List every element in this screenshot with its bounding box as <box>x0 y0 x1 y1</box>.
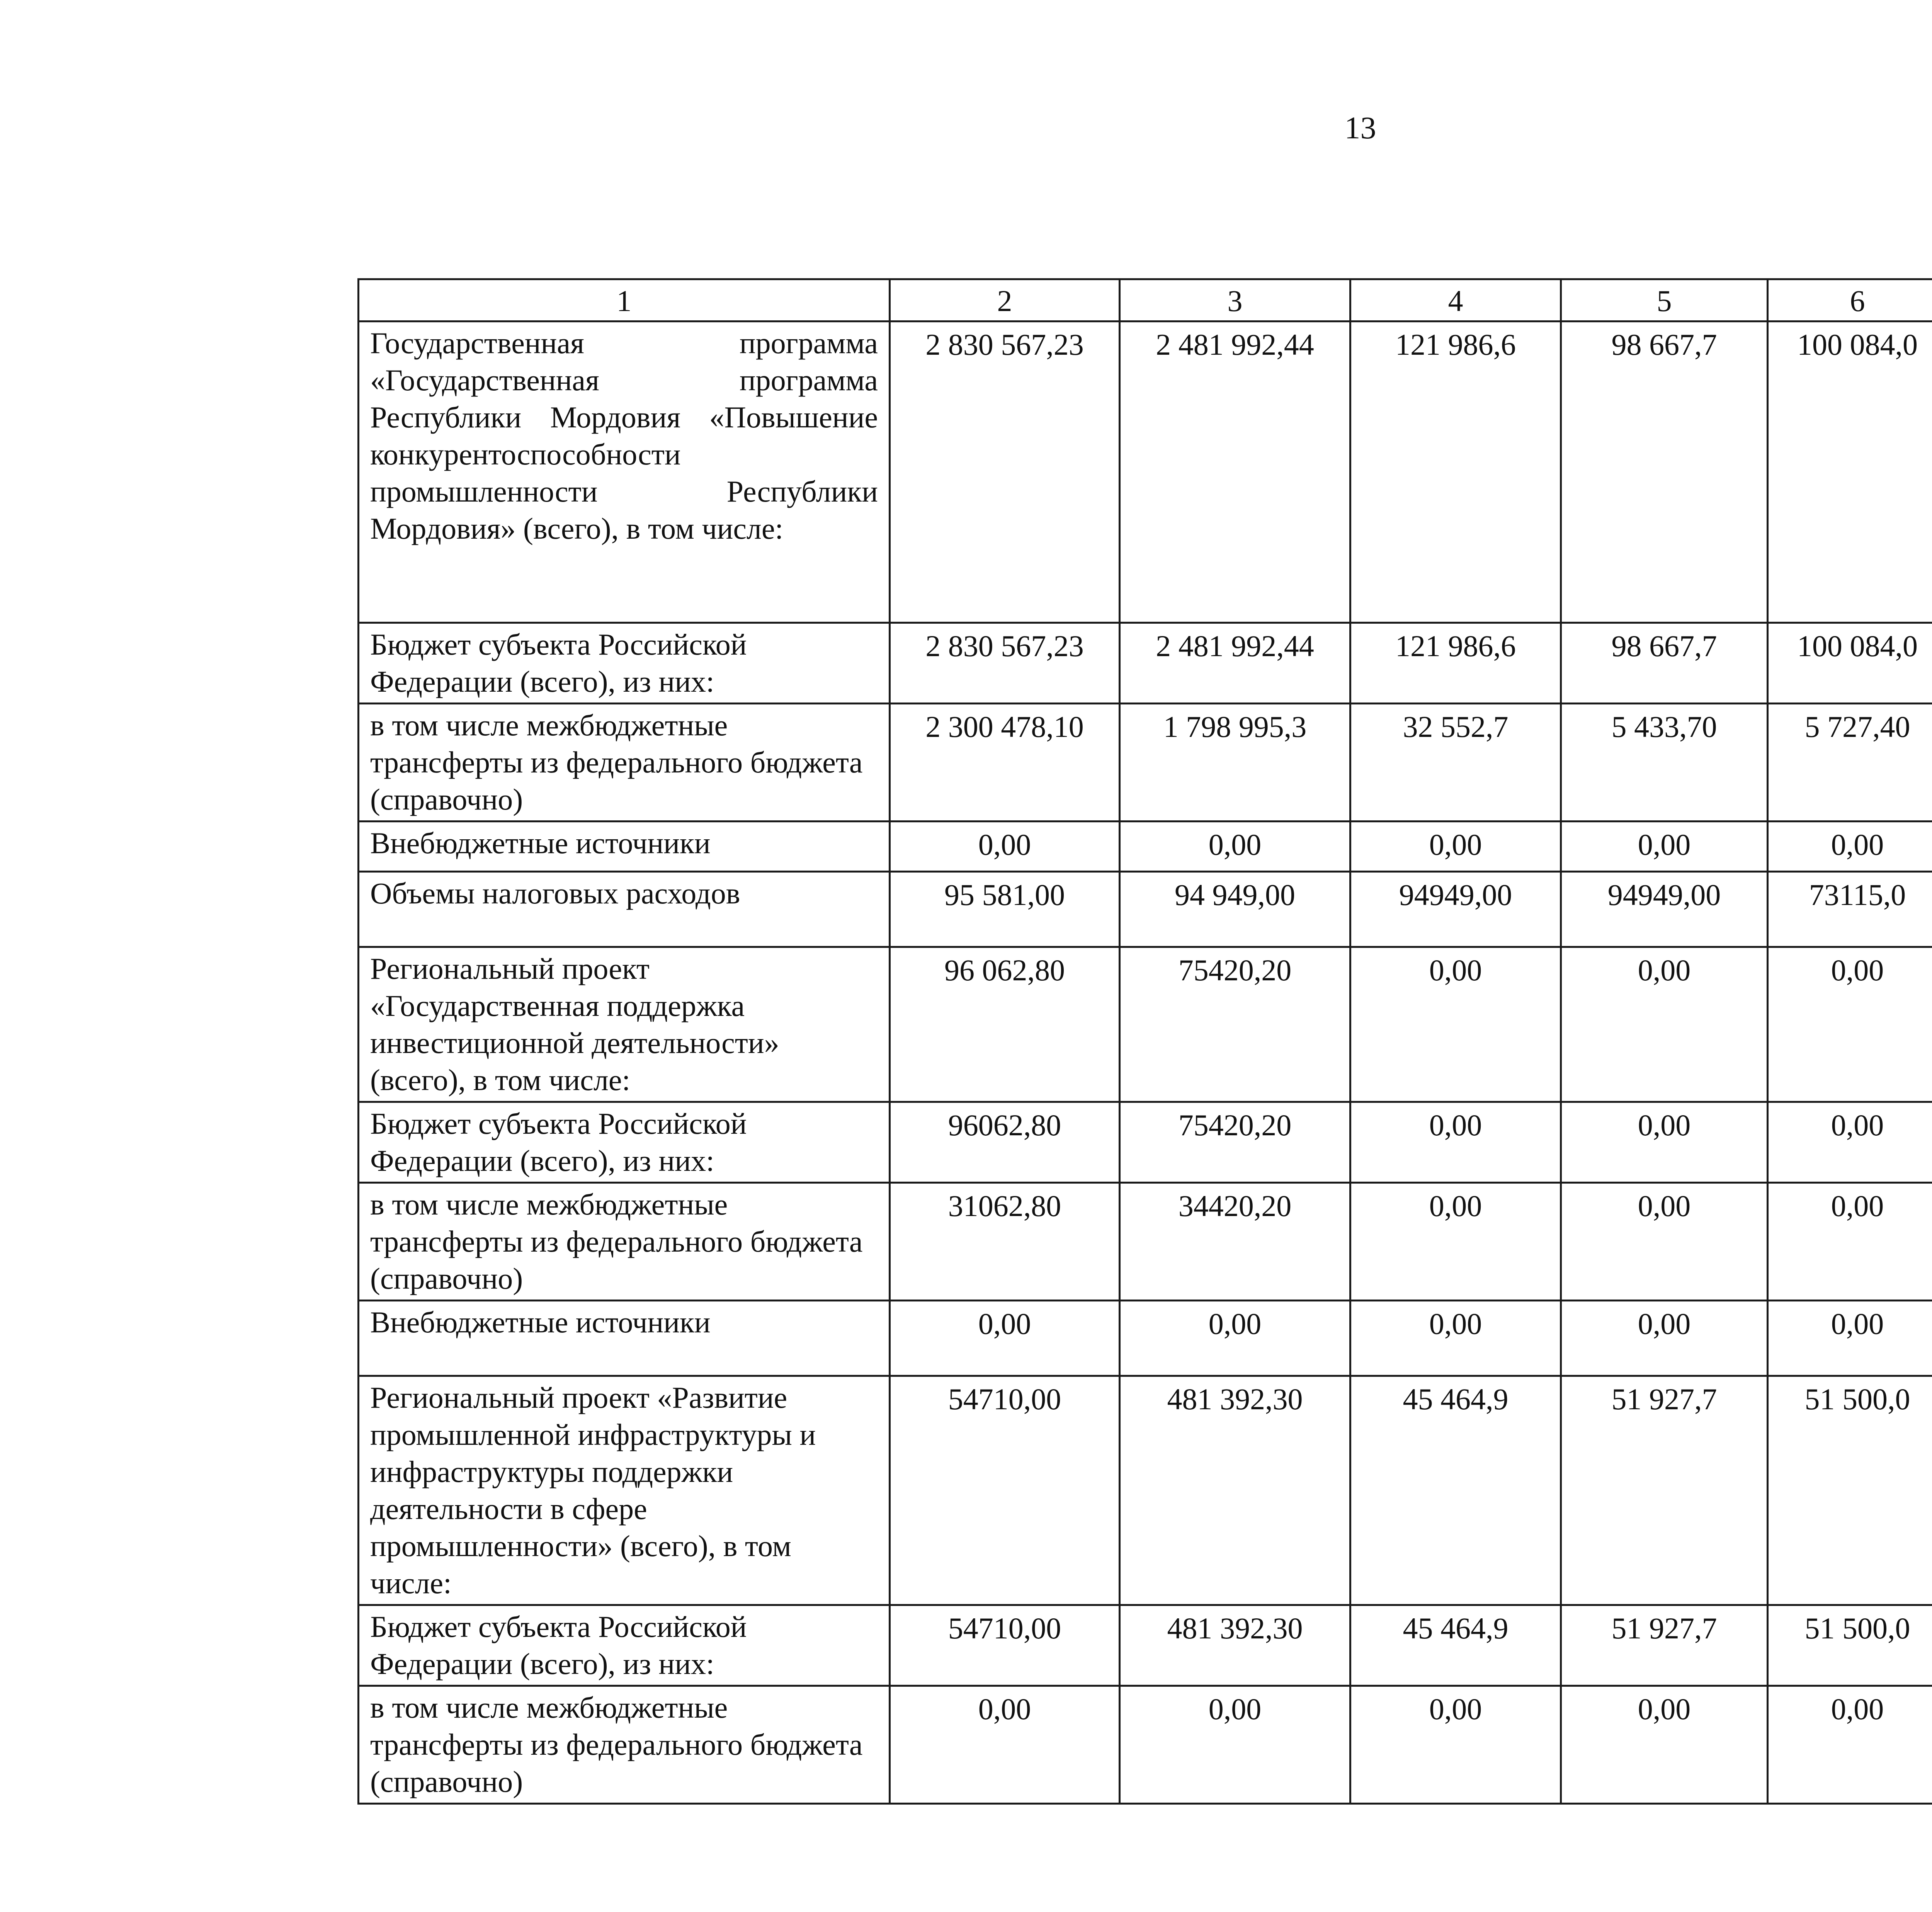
table-cell: 75420,20 <box>1120 1102 1350 1183</box>
budget-table <box>357 278 1932 1805</box>
table-cell: 96 062,80 <box>890 947 1120 1102</box>
table-cell: 51 500,0 <box>1768 1376 1932 1605</box>
table-cell: 51 927,7 <box>1561 1376 1768 1605</box>
table-cell: 2 830 567,23 <box>890 623 1120 704</box>
column-header: 2 <box>890 279 1120 322</box>
table-cell: 73115,0 <box>1768 872 1932 947</box>
column-header: 6 <box>1768 279 1932 322</box>
table-cell: 0,00 <box>1768 1102 1932 1183</box>
table-cell: 0,00 <box>1120 1686 1350 1804</box>
table-cell: 2 830 567,23 <box>890 322 1120 623</box>
row-label: в том числе межбюджетные трансферты из федерального бюджета (справочно) <box>359 1686 890 1804</box>
table-row <box>359 704 1932 822</box>
table-cell: 2 300 478,10 <box>890 704 1120 822</box>
row-label: Государственная программа «Государственная программа Республики Мордовия «Повышение конкурентоспособности промышленности Республики Мордовия» (всего), в том числе: <box>359 322 890 623</box>
table-cell: 32 552,7 <box>1350 704 1561 822</box>
table-cell: 94949,00 <box>1350 872 1561 947</box>
table-cell: 481 392,30 <box>1120 1605 1350 1686</box>
table-row <box>359 1376 1932 1605</box>
table-cell: 100 084,0 <box>1768 322 1932 623</box>
table-cell: 0,00 <box>1350 1102 1561 1183</box>
table-cell: 94 949,00 <box>1120 872 1350 947</box>
table-cell: 95 581,00 <box>890 872 1120 947</box>
table-cell: 34420,20 <box>1120 1183 1350 1301</box>
table-row <box>359 1686 1932 1804</box>
column-header: 1 <box>359 279 890 322</box>
table-cell: 98 667,7 <box>1561 623 1768 704</box>
table-cell: 0,00 <box>1561 1102 1768 1183</box>
table-cell: 0,00 <box>1350 822 1561 872</box>
table-row <box>359 1301 1932 1376</box>
table-cell: 0,00 <box>1561 822 1768 872</box>
table-row <box>359 822 1932 872</box>
page-number: 13 <box>1344 110 1376 145</box>
table-cell: 0,00 <box>1350 1301 1561 1376</box>
row-label: Бюджет субъекта Российской Федерации (всего), из них: <box>359 1102 890 1183</box>
table-cell: 0,00 <box>1561 1301 1768 1376</box>
row-label: Внебюджетные источники <box>359 1301 890 1376</box>
table-cell: 0,00 <box>1768 947 1932 1102</box>
row-label: в том числе межбюджетные трансферты из федерального бюджета (справочно) <box>359 704 890 822</box>
table-cell: 0,00 <box>1120 822 1350 872</box>
table-cell: 0,00 <box>1350 947 1561 1102</box>
table-cell: 51 927,7 <box>1561 1605 1768 1686</box>
table-cell: 0,00 <box>1768 1301 1932 1376</box>
table-cell: 0,00 <box>1561 1686 1768 1804</box>
table-row <box>359 322 1932 623</box>
row-label: Внебюджетные источники <box>359 822 890 872</box>
table-cell: 121 986,6 <box>1350 322 1561 623</box>
row-label: Региональный проект «Развитие промышленной инфраструктуры и инфраструктуры поддержки деятельности в сфере промышленности» (всего), в том числе: <box>359 1376 890 1605</box>
table-cell: 0,00 <box>890 822 1120 872</box>
table-cell: 0,00 <box>1350 1183 1561 1301</box>
table-cell: 0,00 <box>1561 947 1768 1102</box>
table-cell: 54710,00 <box>890 1376 1120 1605</box>
table-cell: 481 392,30 <box>1120 1376 1350 1605</box>
table-row <box>359 872 1932 947</box>
table-cell: 121 986,6 <box>1350 623 1561 704</box>
table-cell: 1 798 995,3 <box>1120 704 1350 822</box>
table-cell: 0,00 <box>1768 822 1932 872</box>
table-row <box>359 1605 1932 1686</box>
column-header: 4 <box>1350 279 1561 322</box>
header-row <box>359 279 1932 322</box>
row-label: Бюджет субъекта Российской Федерации (всего), из них: <box>359 1605 890 1686</box>
table-cell: 0,00 <box>890 1301 1120 1376</box>
table-row <box>359 623 1932 704</box>
table-cell: 75420,20 <box>1120 947 1350 1102</box>
table-cell: 5 433,70 <box>1561 704 1768 822</box>
table-row <box>359 1183 1932 1301</box>
row-label: Объемы налоговых расходов <box>359 872 890 947</box>
table-cell: 2 481 992,44 <box>1120 322 1350 623</box>
table-cell: 51 500,0 <box>1768 1605 1932 1686</box>
table-cell: 0,00 <box>1561 1183 1768 1301</box>
table-row <box>359 947 1932 1102</box>
row-label: Региональный проект «Государственная поддержка инвестиционной деятельности» (всего), в том числе: <box>359 947 890 1102</box>
table-cell: 0,00 <box>1120 1301 1350 1376</box>
row-label: в том числе межбюджетные трансферты из федерального бюджета (справочно) <box>359 1183 890 1301</box>
table-cell: 45 464,9 <box>1350 1376 1561 1605</box>
row-label: Бюджет субъекта Российской Федерации (всего), из них: <box>359 623 890 704</box>
table-cell: 0,00 <box>1768 1686 1932 1804</box>
table-cell: 100 084,0 <box>1768 623 1932 704</box>
table-cell: 98 667,7 <box>1561 322 1768 623</box>
table-row <box>359 1102 1932 1183</box>
table-cell: 5 727,40 <box>1768 704 1932 822</box>
table-cell: 45 464,9 <box>1350 1605 1561 1686</box>
table-cell: 54710,00 <box>890 1605 1120 1686</box>
column-header: 3 <box>1120 279 1350 322</box>
table-cell: 0,00 <box>890 1686 1120 1804</box>
table-cell: 0,00 <box>1350 1686 1561 1804</box>
table-cell: 31062,80 <box>890 1183 1120 1301</box>
column-header: 5 <box>1561 279 1768 322</box>
table-cell: 94949,00 <box>1561 872 1768 947</box>
table-cell: 96062,80 <box>890 1102 1120 1183</box>
table-cell: 0,00 <box>1768 1183 1932 1301</box>
table-cell: 2 481 992,44 <box>1120 623 1350 704</box>
